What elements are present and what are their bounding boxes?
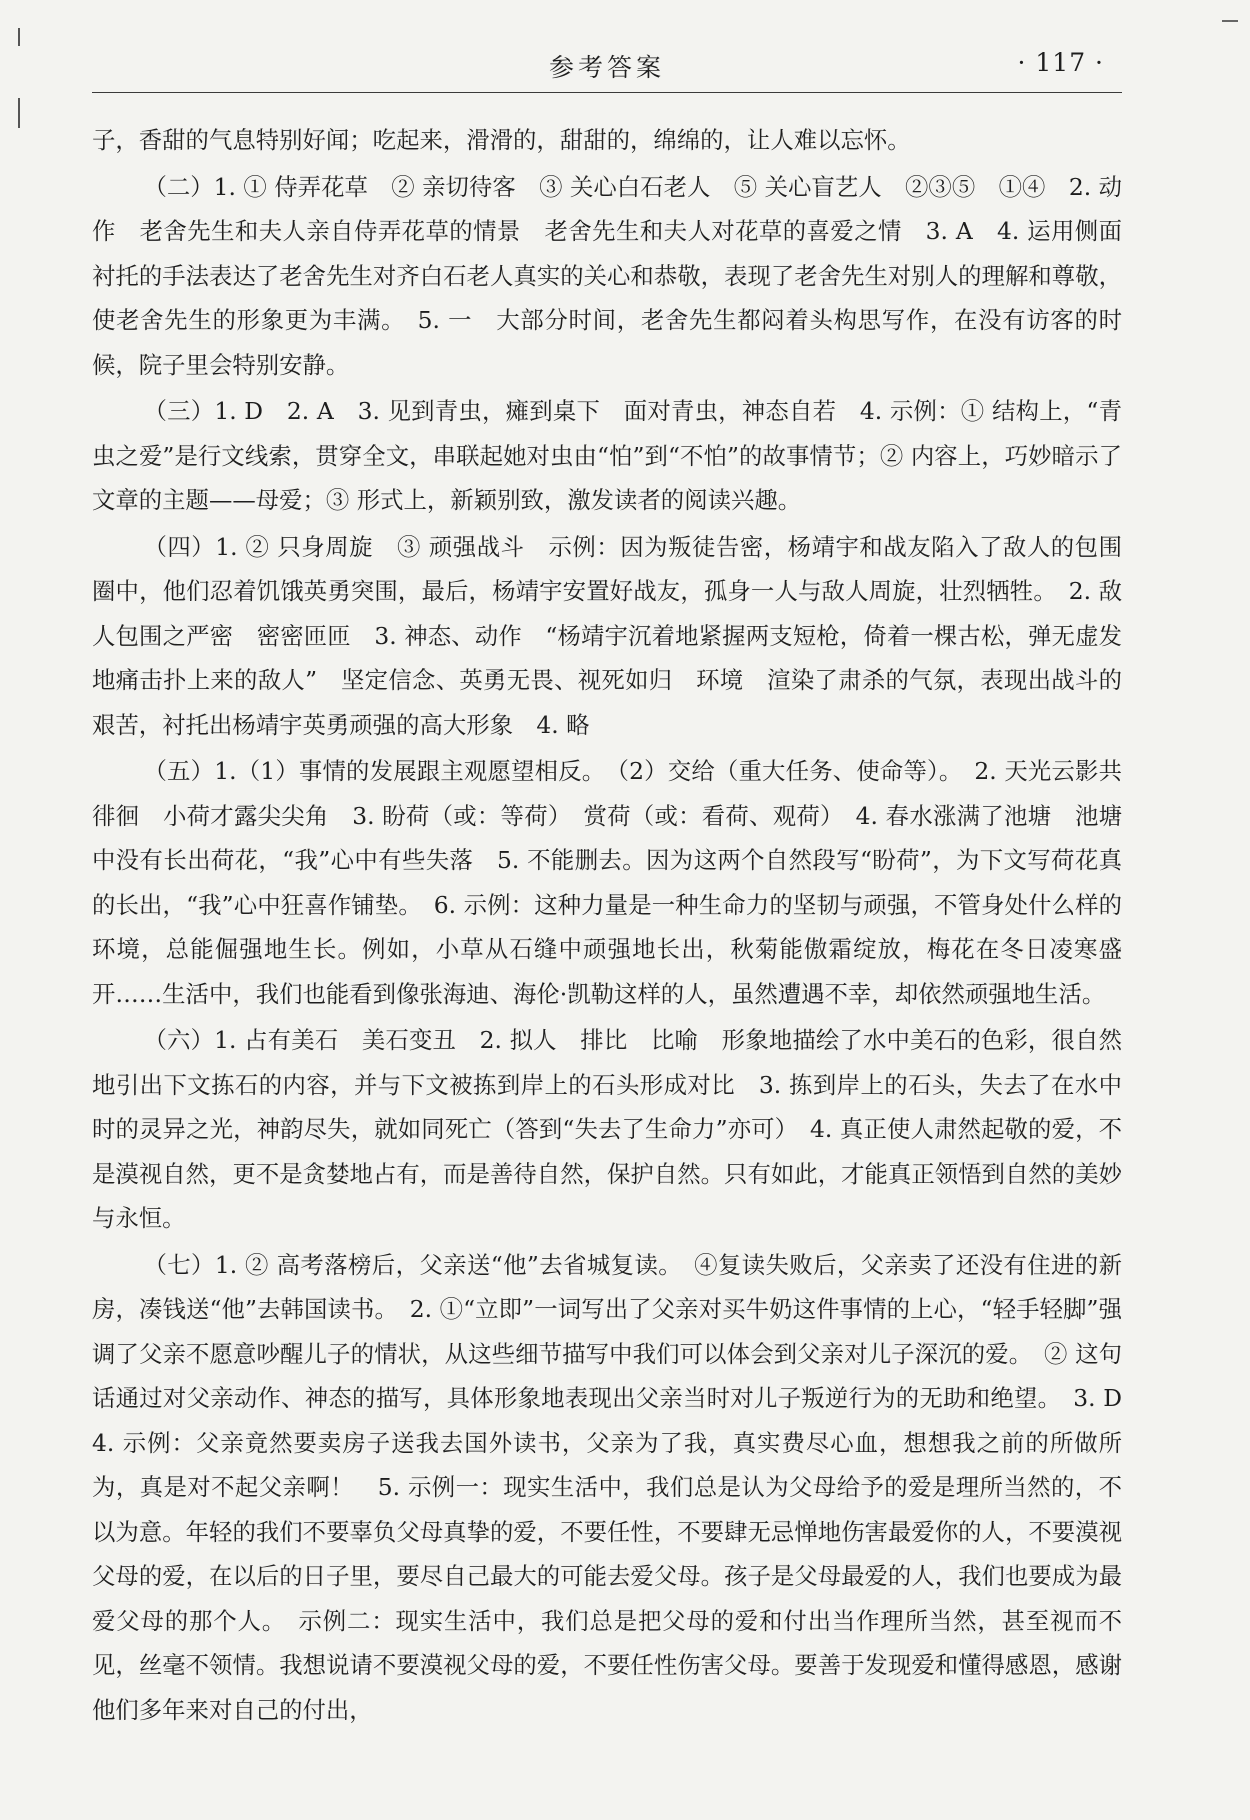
answer-text [92,118,1146,1734]
scan-mark [18,98,20,128]
answer-section-3: （三）1. D 2. A 3. 见到青虫，瘫到桌下 面对青虫，神态自若 4. 示例：① 结构上，“青虫之爱”是行文线索，贯穿全文，串联起她对虫由“怕”到“不怕”的故事情节；② 内容上，巧妙暗示了文章的主题——母爱；③ 形式上，新颖别致，激发读者的阅读兴趣。 [92,397,1122,514]
scan-mark [18,28,20,46]
answer-section-4: （四）1. ② 只身周旋 ③ 顽强战斗 示例：因为叛徒告密，杨靖宇和战友陷入了敌人的包围圈中，他们忍着饥饿英勇突围，最后，杨靖宇安置好战友，孤身一人与敌人周旋，壮烈牺牲。 2. 敌人包围之严密 密密匝匝 3. 神态、动作 “杨靖宇沉着地紧握两支短枪，倚着一棵古松，弹无虚发地痛击扑上来的敌人” 坚定信念、英勇无畏、视死如归 环境 渲染了肃杀的气氛，表现出战斗的艰苦，衬托出杨靖宇英勇顽强的高大形象 4. 略 [92,532,1122,739]
paragraph-continuation: 子，香甜的气息特别好闻；吃起来，滑滑的，甜甜的，绵绵的，让人难以忘怀。 [92,126,911,154]
answer-section-5: （五）1.（1）事情的发展跟主观愿望相反。 （2）交给（重大任务、使命等）。 2. 天光云影共徘徊 小荷才露尖尖角 3. 盼荷（或：等荷） 赏荷（或：看荷、观荷） 4. 春水涨满了池塘 池塘中没有长出荷花，“我”心中有些失落 5. 不能删去。因为这两个自然段写“盼荷”，为下文写荷花真的长出，“我”心中狂喜作铺垫。 6. 示例：这种力量是一种生命力的坚韧与顽强，不管身处什么样的环境，总能倔强地生长。例如，小草从石缝中顽强地长出，秋菊能傲霜绽放，梅花在冬日凌寒盛开……生活中，我们也能看到像张海迪、海伦·凯勒这样的人，虽然遭遇不幸，却依然顽强地生活。 [92,757,1122,1008]
scan-mark [1222,20,1238,22]
page-number: · 117 · [1017,48,1104,77]
page-header [92,44,1122,93]
answer-section-7: （七）1. ② 高考落榜后，父亲送“他”去省城复读。 ④复读失败后，父亲卖了还没有住进的新房，凑钱送“他”去韩国读书。 2. ①“立即”一词写出了父亲对买牛奶这件事情的上心，“轻手轻脚”强调了父亲不愿意吵醒儿子的情状，从这些细节描写中我们可以体会到父亲对儿子深沉的爱。 ② 这句话通过对父亲动作、神态的描写，具体形象地表现出父亲当时对儿子叛逆行为的无助和绝望。 3. D 4. 示例：父亲竟然要卖房子送我去国外读书，父亲为了我，真实费尽心血，想想我之前的所做所为，真是对不起父亲啊！ 5. 示例一：现实生活中，我们总是认为父母给予的爱是理所当然的，不以为意。年轻的我们不要辜负父母真挚的爱，不要任性，不要肆无忌惮地伤害最爱你的人，不要漠视父母的爱，在以后的日子里，要尽自己最大的可能去爱父母。孩子是父母最爱的人，我们也要成为最爱父母的那个人。 示例二：现实生活中，我们总是把父母的爱和付出当作理所当然，甚至视而不见，丝毫不领情。我想说请不要漠视父母的爱，不要任性伤害父母。要善于发现爱和懂得感恩，感谢他们多年来对自己的付出， [92,1250,1146,1724]
header-title: 参考答案 [548,53,665,82]
answer-section-6: （六）1. 占有美石 美石变丑 2. 拟人 排比 比喻 形象地描绘了水中美石的色彩，很自然地引出下文拣石的内容，并与下文被拣到岸上的石头形成对比 3. 拣到岸上的石头，失去了在水中时的灵异之光，神韵尽失，就如同死亡（答到“失去了生命力”亦可） 4. 真正使人肃然起敬的爱，不是漠视自然，更不是贪婪地占有，而是善待自然，保护自然。只有如此，才能真正领悟到自然的美妙与永恒。 [92,1026,1122,1232]
answer-section-2: （二）1. ① 侍弄花草 ② 亲切待客 ③ 关心白石老人 ⑤ 关心盲艺人 ②③⑤ ①④ 2. 动作 老舍先生和夫人亲自侍弄花草的情景 老舍先生和夫人对花草的喜爱之情 3. A 4. 运用侧面衬托的手法表达了老舍先生对齐白石老人真实的关心和恭敬，表现了老舍先生对别人的理解和尊敬，使老舍先生的形象更为丰满。 5. 一 大部分时间，老舍先生都闷着头构思写作，在没有访客的时候，院子里会特别安静。 [92,172,1122,379]
